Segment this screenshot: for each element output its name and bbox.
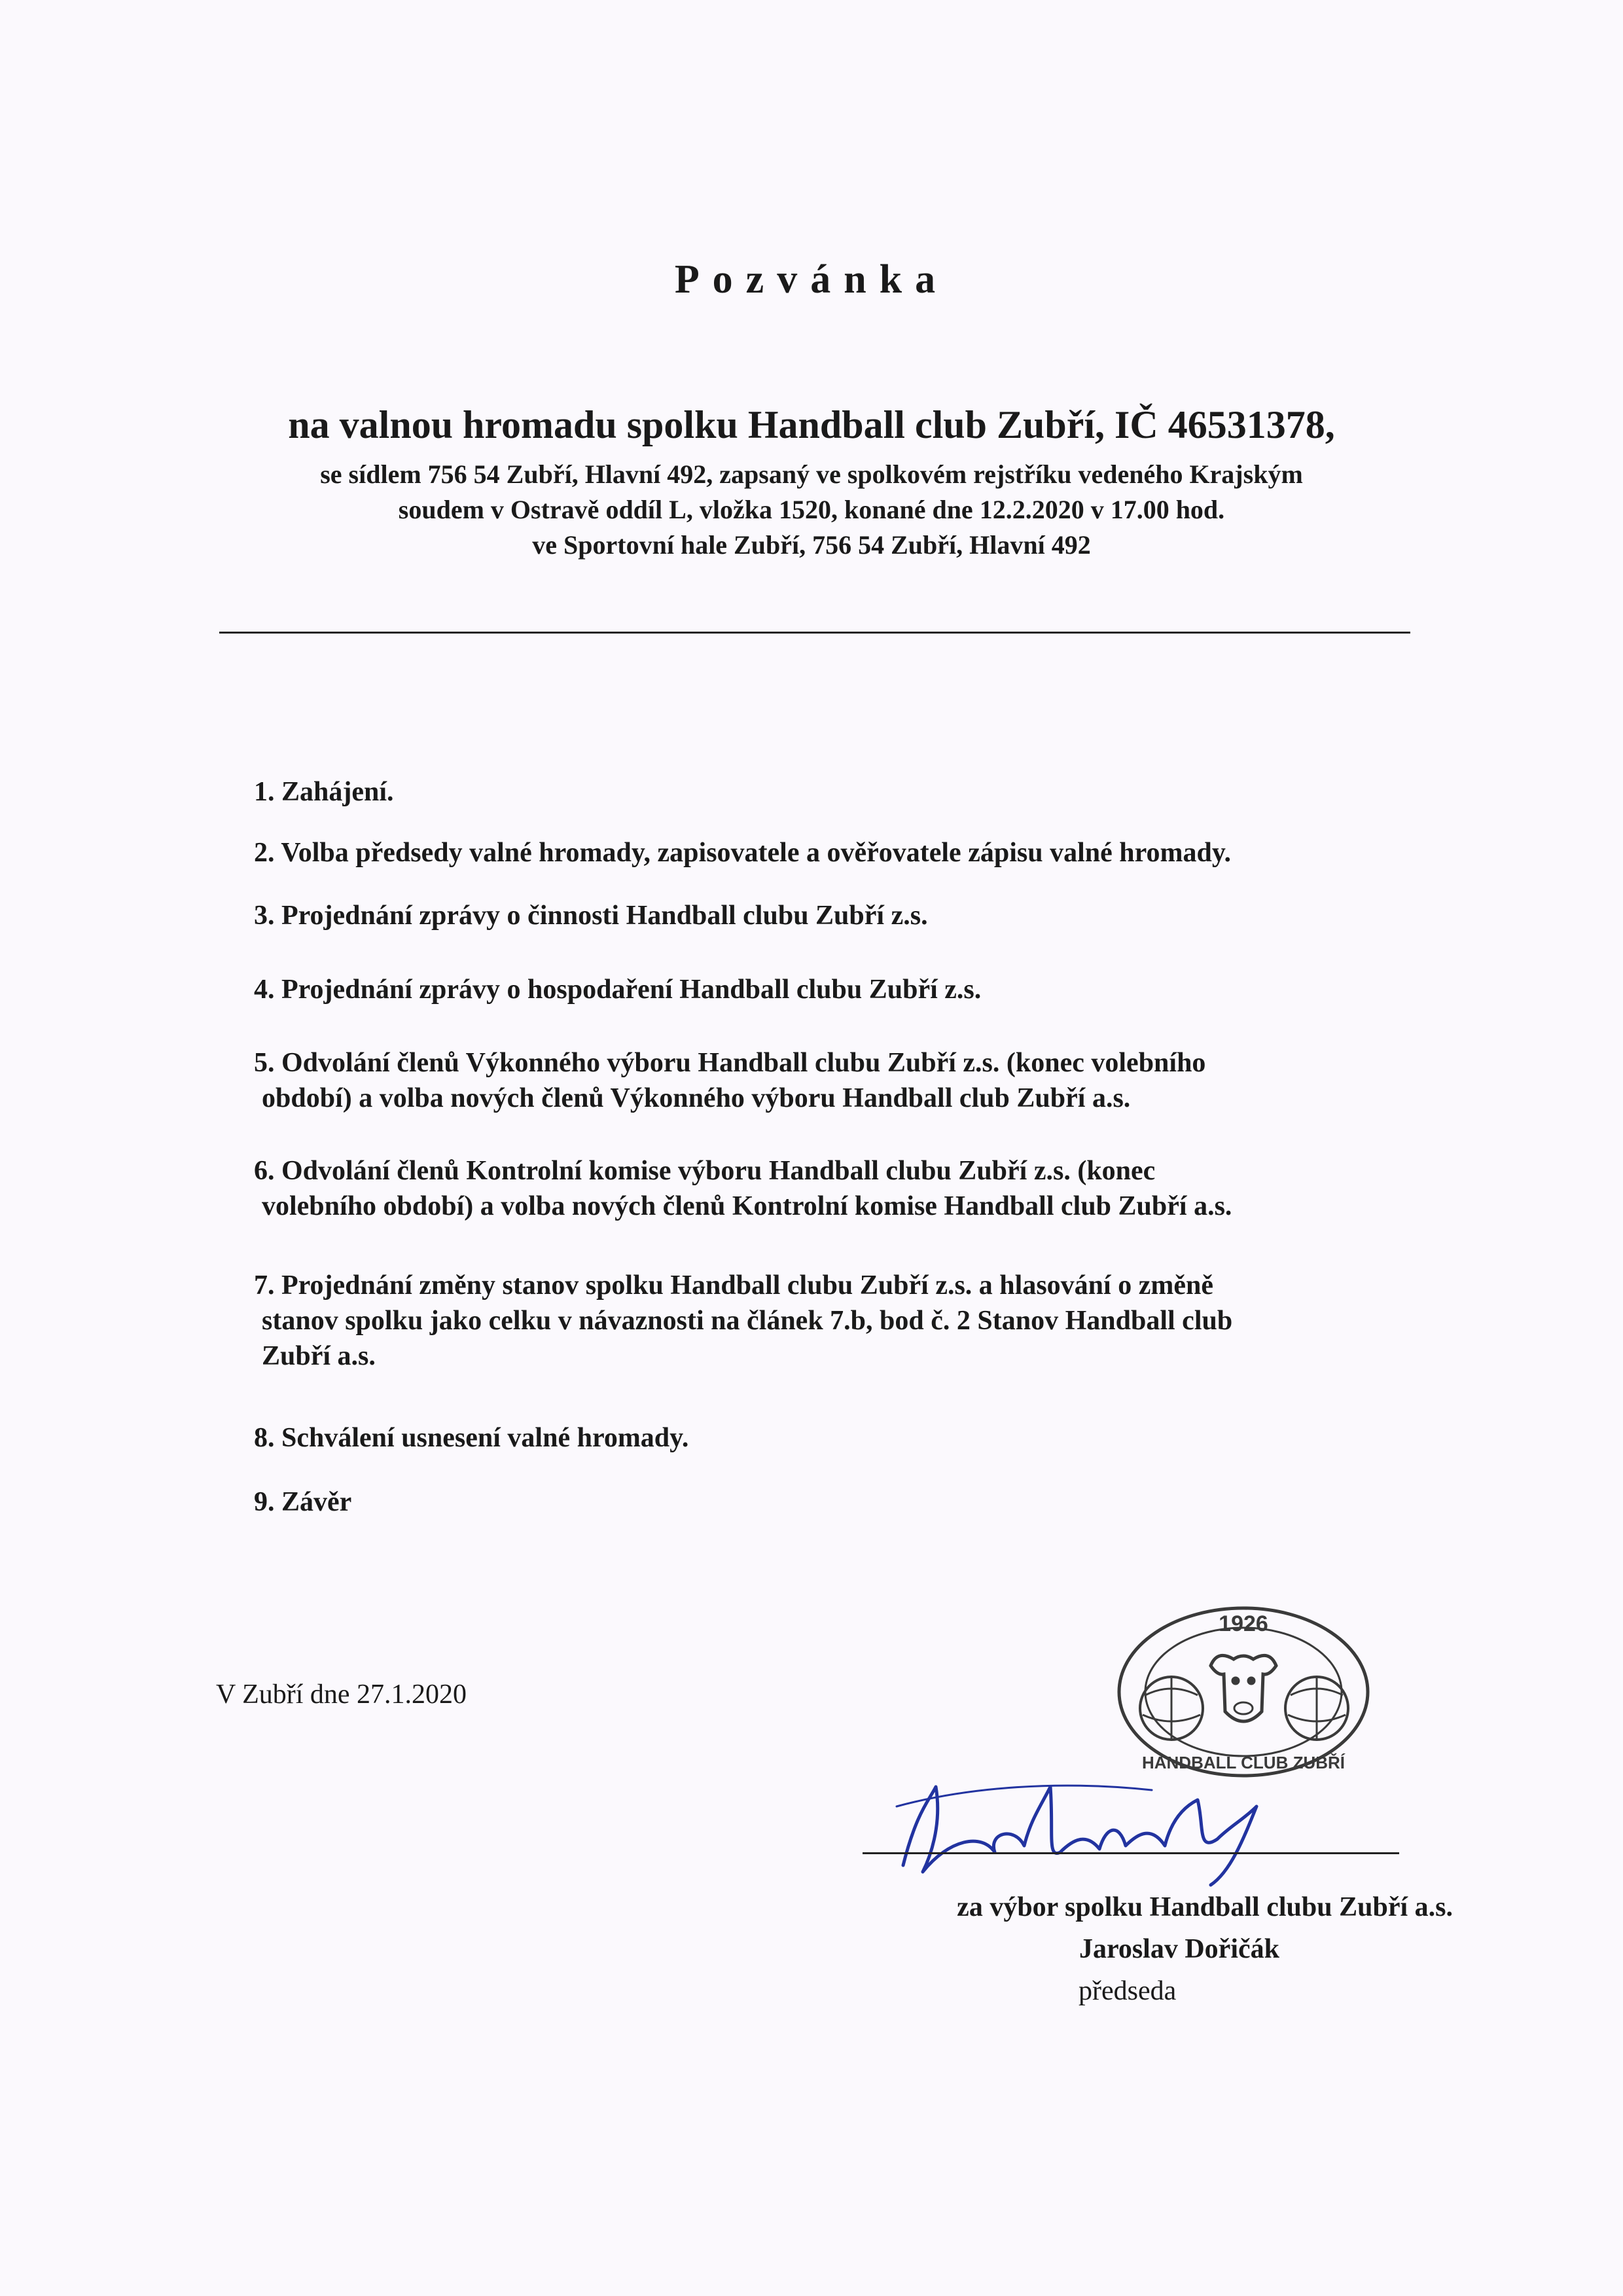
agenda-item-continuation: Zubří a.s. xyxy=(262,1341,376,1371)
heading-line-2: soudem v Ostravě oddíl L, vložka 1520, konané dne 12.2.2020 v 17.00 hod. xyxy=(398,495,1225,524)
agenda-item-continuation: volebního období) a volba nových členů Kontrolní komise Handball club Zubří a.s. xyxy=(262,1191,1232,1221)
agenda-item-text: 4. Projednání zprávy o hospodaření Handball clubu Zubří z.s. xyxy=(254,975,982,1005)
committee-label: za výbor spolku Handball clubu Zubří a.s. xyxy=(957,1892,1453,1922)
heading-divider xyxy=(219,632,1410,634)
agenda-item-text: 1. Zahájení. xyxy=(254,777,394,807)
agenda-item-text: 3. Projednání zprávy o činnosti Handball clubu Zubří z.s. xyxy=(254,901,928,931)
agenda-item-text: 5. Odvolání členů Výkonného výboru Handball clubu Zubří z.s. (konec volebního xyxy=(254,1048,1206,1078)
agenda-item-text: 9. Závěr xyxy=(254,1487,352,1517)
heading-line-1: se sídlem 756 54 Zubří, Hlavní 492, zapsaný ve spolkovém rejstříku vedeného Krajským xyxy=(320,459,1303,489)
svg-text:HANDBALL CLUB ZUBŘÍ: HANDBALL CLUB ZUBŘÍ xyxy=(1141,1753,1346,1772)
agenda-item-continuation: stanov spolku jako celku v návaznosti na článek 7.b, bod č. 2 Stanov Handball club xyxy=(262,1306,1233,1336)
signatory-role: předseda xyxy=(1079,1976,1177,2006)
agenda-item-7 xyxy=(254,1268,1458,1374)
signature-line xyxy=(863,1852,1399,1854)
svg-text:1926: 1926 xyxy=(1219,1611,1268,1636)
agenda-item-text: 6. Odvolání členů Kontrolní komise výboru Handball clubu Zubří z.s. (konec xyxy=(254,1156,1156,1186)
agenda-item-1 xyxy=(254,774,1458,810)
agenda-item-4 xyxy=(254,972,1458,1007)
heading-main: na valnou hromadu spolku Handball club Zubří, IČ 46531378, xyxy=(288,403,1335,446)
club-stamp-icon xyxy=(1113,1604,1374,1780)
heading-line-3: ve Sportovní hale Zubří, 756 54 Zubří, Hlavní 492 xyxy=(532,530,1091,560)
issue-date: V Zubří dne 27.1.2020 xyxy=(216,1679,467,1710)
agenda-item-6 xyxy=(254,1153,1458,1224)
agenda-item-2 xyxy=(254,835,1458,870)
agenda-item-8 xyxy=(254,1420,1458,1456)
signatory-name: Jaroslav Dořičák xyxy=(1079,1934,1279,1964)
handwritten-signature xyxy=(890,1761,1296,1892)
agenda-item-continuation: období) a volba nových členů Výkonného výboru Handball club Zubří a.s. xyxy=(262,1083,1131,1113)
agenda-item-text: 2. Volba předsedy valné hromady, zapisovatele a ověřovatele zápisu valné hromady. xyxy=(254,838,1232,868)
agenda-item-text: 8. Schválení usnesení valné hromady. xyxy=(254,1423,689,1453)
agenda-item-5 xyxy=(254,1045,1458,1116)
agenda-item-9 xyxy=(254,1484,1458,1520)
document-title: Pozvánka xyxy=(674,257,949,302)
agenda-item-3 xyxy=(254,898,1458,933)
agenda-item-text: 7. Projednání změny stanov spolku Handball clubu Zubří z.s. a hlasování o změně xyxy=(254,1270,1213,1300)
